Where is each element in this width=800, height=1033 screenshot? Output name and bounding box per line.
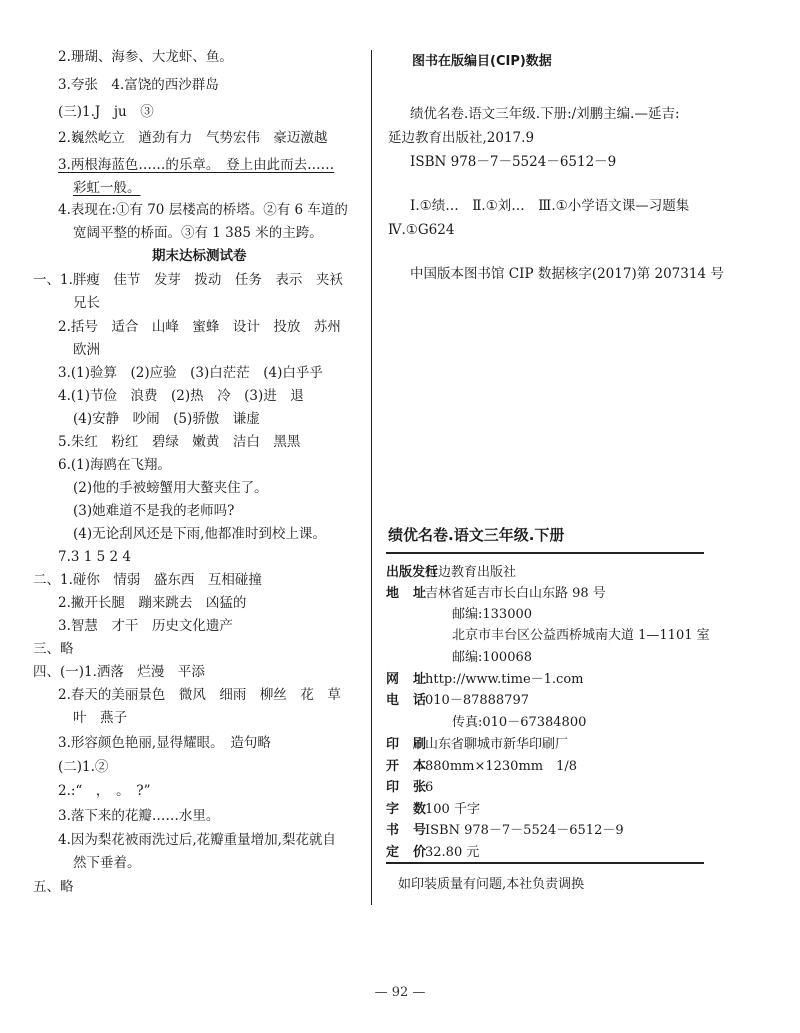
- answer-line: 欧洲: [73, 342, 100, 358]
- imprint-label: [386, 691, 426, 711]
- imprint-label-char: 本: [412, 759, 426, 774]
- imprint-value: 邮编:100068: [452, 650, 533, 665]
- answer-line: 2.:“ ， 。 ?”: [58, 783, 151, 799]
- imprint-label-char: 址: [412, 586, 426, 601]
- cip-classification: Ⅳ.①G624: [388, 222, 455, 238]
- answer-line: 4.表现在:①有 70 层楼高的桥塔。②有 6 车道的: [58, 202, 348, 218]
- answer-line: 2.春天的美丽景色 微风 细雨 柳丝 花 草: [58, 687, 341, 703]
- imprint-label: 出版发行: [386, 565, 439, 580]
- answer-line: 3.形容颜色艳丽,显得耀眼。 造句略: [58, 735, 271, 751]
- answer-line: (2)他的手被螃蟹用大螯夹住了。: [73, 480, 268, 496]
- imprint-notice: 如印装质量有问题,本社负责调换: [398, 877, 585, 892]
- answer-line: 3.(1)验算 (2)应验 (3)白茫茫 (4)白乎乎: [58, 365, 323, 381]
- answer-line: 4.(1)节俭 浪费 (2)热 冷 (3)进 退: [58, 388, 304, 404]
- page-number: — 92 —: [374, 985, 426, 1000]
- imprint-rule: [386, 552, 704, 554]
- imprint-label: [386, 584, 426, 604]
- imprint-value: 山东省聊城市新华印刷厂: [425, 737, 569, 752]
- cip-title: 图书在版编目(CIP)数据: [412, 54, 552, 69]
- imprint-rule: [386, 862, 704, 864]
- answer-line: 2.括号 适合 山峰 蜜蜂 设计 投放 苏州: [58, 319, 341, 335]
- imprint-value: http://www.time－1.com: [425, 672, 584, 687]
- answer-line: (4)安静 吵闹 (5)骄傲 谦虚: [73, 411, 260, 427]
- imprint-value: 32.80 元: [425, 845, 480, 860]
- imprint-label: [386, 778, 426, 798]
- answer-line: 5.朱红 粉红 碧绿 嫩黄 洁白 黑黑: [58, 434, 301, 450]
- answer-line: (3)她难道不是我的老师吗?: [73, 503, 235, 519]
- imprint-label-char: 印: [386, 780, 400, 795]
- answer-line: (二)1.②: [58, 759, 109, 775]
- answer-line: 三、略: [33, 641, 74, 657]
- answer-line: 然下垂着。: [73, 855, 141, 871]
- answer-line: (三)1.J ju ③: [58, 104, 154, 120]
- imprint-title: 绩优名卷.语文三年级.下册: [388, 526, 565, 544]
- imprint-label-char: 书: [386, 823, 400, 838]
- imprint-label-char: 号: [412, 823, 426, 838]
- answer-line: 6.(1)海鸥在飞翔。: [58, 457, 172, 473]
- imprint-label-char: 张: [412, 780, 426, 795]
- imprint-label-char: 电: [386, 693, 400, 708]
- answer-line: 彩虹一般。: [73, 180, 141, 196]
- answer-line: 一、1.胖瘦 佳节 发芽 拨动 任务 表示 夹袄: [33, 272, 343, 288]
- imprint-label-char: 刷: [412, 737, 426, 752]
- imprint-value: 吉林省延吉市长白山东路 98 号: [425, 586, 606, 601]
- imprint-value: 6: [425, 780, 434, 795]
- imprint-value: 延边教育出版社: [425, 565, 517, 580]
- answer-line: 3.智慧 才干 历史文化遗产: [58, 618, 233, 634]
- cip-line: 绩优名卷.语文三年级.下册:/刘鹏主编.—延吉:: [410, 106, 680, 122]
- answer-line: 五、略: [33, 879, 74, 895]
- imprint-value: 880mm×1230mm 1/8: [425, 759, 578, 774]
- imprint-label: [386, 800, 426, 820]
- imprint-label-char: 印: [386, 737, 400, 752]
- cip-line: 延边教育出版社,2017.9: [388, 130, 535, 146]
- cip-classification: Ⅰ.①绩… Ⅱ.①刘… Ⅲ.①小学语文课—习题集: [410, 198, 690, 214]
- imprint-value: 100 千字: [425, 802, 480, 817]
- imprint-value: 邮编:133000: [452, 607, 533, 622]
- answer-line: 兄长: [73, 295, 100, 311]
- column-divider: [371, 50, 372, 905]
- answer-line: 2.珊瑚、海参、大龙虾、鱼。: [58, 49, 233, 65]
- imprint-label-char: 话: [412, 693, 426, 708]
- cip-isbn: ISBN 978－7－5524－6512－9: [410, 154, 617, 170]
- answer-line: 2.巍然屹立 遒劲有力 气势宏伟 豪迈激越: [58, 130, 328, 146]
- imprint-label-char: 网: [386, 672, 400, 687]
- imprint-label: [386, 843, 426, 863]
- answer-line: 3.落下来的花瓣……水里。: [58, 808, 220, 824]
- imprint-label-char: 数: [412, 802, 426, 817]
- cip-verification: 中国版本图书馆 CIP 数据核字(2017)第 207314 号: [410, 266, 724, 282]
- imprint-label: [386, 757, 426, 777]
- imprint-label: [386, 735, 426, 755]
- imprint-label-char: 地: [386, 586, 400, 601]
- imprint-label: [386, 670, 426, 690]
- imprint-label-char: 开: [386, 759, 400, 774]
- answer-line: 宽阔平整的桥面。③有 1 385 米的主跨。: [73, 225, 323, 241]
- answer-line: 2.撇开长腿 蹦来跳去 凶猛的: [58, 595, 247, 611]
- imprint-label-char: 价: [412, 845, 426, 860]
- answer-line: 叶 燕子: [73, 710, 127, 726]
- imprint-value: 传真:010－67384800: [452, 715, 587, 730]
- imprint-value: 北京市丰台区公益西桥城南大道 1—1101 室: [452, 628, 710, 643]
- section-heading: 期末达标测试卷: [152, 248, 247, 264]
- answer-line: 7.3 1 5 2 4: [58, 549, 131, 565]
- imprint-label-char: 址: [412, 672, 426, 687]
- imprint-label: [386, 821, 426, 841]
- answer-line: 4.因为梨花被雨洗过后,花瓣重量增加,梨花就自: [58, 832, 336, 848]
- imprint-value: 010－87888797: [425, 693, 529, 708]
- answer-line: 四、(一)1.洒落 烂漫 平添: [33, 664, 205, 680]
- imprint-value: ISBN 978－7－5524－6512－9: [425, 823, 624, 838]
- answer-line: (4)无论刮风还是下雨,他都准时到校上课。: [73, 526, 326, 542]
- answer-line: 3.两根海蓝色……的乐章。 登上由此而去……: [58, 157, 335, 173]
- imprint-label-char: 字: [386, 802, 400, 817]
- answer-line: 3.夸张 4.富饶的西沙群岛: [58, 77, 219, 93]
- answer-line: 二、1.碰你 情弱 盛东西 互相碰撞: [33, 572, 262, 588]
- imprint-label-char: 定: [386, 845, 400, 860]
